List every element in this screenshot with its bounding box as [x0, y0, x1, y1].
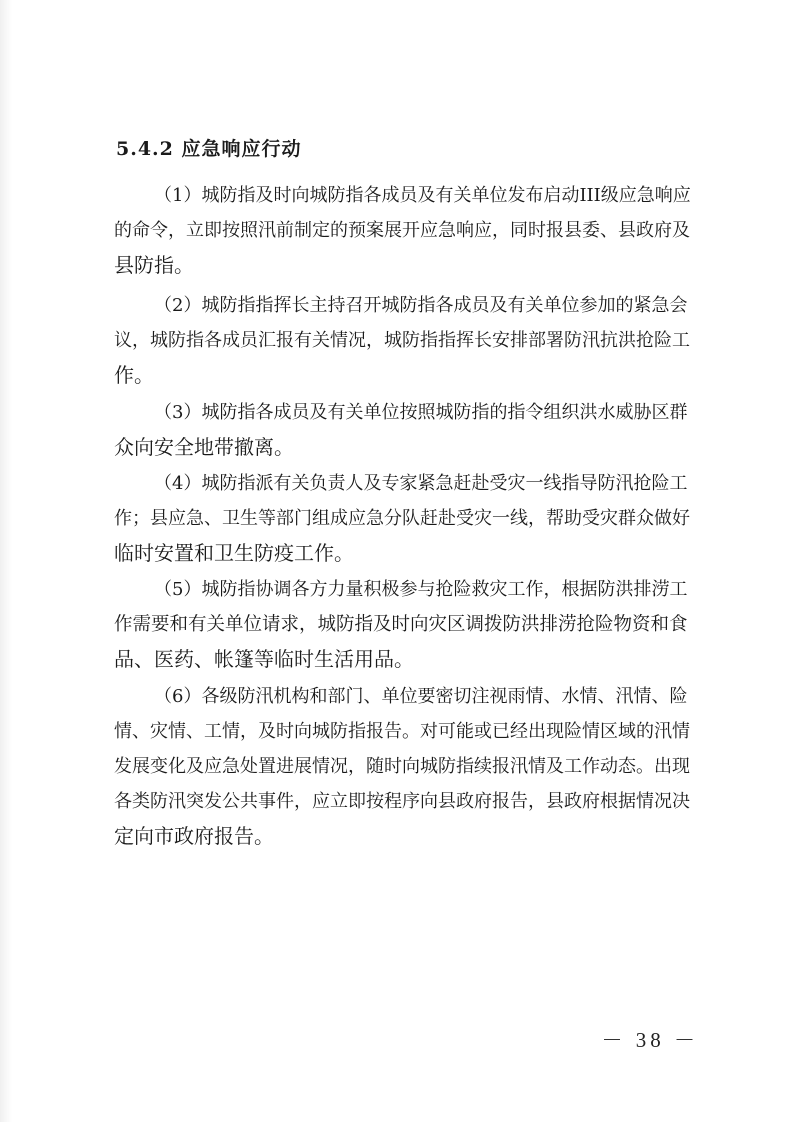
paragraph-line: 品、医药、帐篷等临时生活用品。: [114, 647, 414, 671]
paragraph-line: 的命令，立即按照汛前制定的预案展开应急响应，同时报县委、县政府及: [114, 220, 690, 241]
paragraph-line: （3）城防指各成员及有关单位按照城防指的指令组织洪水威胁区群: [154, 402, 688, 423]
paragraph-line: 作。: [114, 363, 154, 387]
paragraph-line: 各类防汛突发公共事件，应立即按程序向县政府报告，县政府根据情况决: [114, 791, 690, 812]
paragraph-line: 情、灾情、工情，及时向城防指报告。对可能或已经出现险情区域的汛情: [114, 721, 690, 742]
page-number: － 38 －: [601, 1028, 699, 1052]
paragraph-6: [114, 679, 699, 854]
paragraph-line: （5）城防指协调各方力量积极参与抢险救灾工作，根据防洪排涝工: [154, 579, 688, 600]
paragraph-line: 发展变化及应急处置进展情况，随时向城防指续报汛情及工作动态。出现: [114, 756, 690, 777]
paragraph-line: （2）城防指指挥长主持召开城防指各成员及有关单位参加的紧急会: [154, 295, 688, 316]
paragraph-line: 议，城防指各成员汇报有关情况，城防指指挥长安排部署防汛抗洪抢险工: [114, 330, 690, 351]
paragraph-line: 临时安置和卫生防疫工作。: [114, 541, 354, 565]
scan-edge-shadow: [0, 0, 12, 1122]
paragraph-line: （1）城防指及时向城防指各成员及有关单位发布启动III级应急响应: [154, 185, 691, 206]
paragraph-3: [114, 395, 699, 465]
paragraph-2: [114, 288, 699, 393]
paragraph-line: （6）各级防汛机构和部门、单位要密切注视雨情、水情、汛情、险: [154, 686, 688, 707]
paragraph-line: 作需要和有关单位请求，城防指及时向灾区调拨防洪排涝抢险物资和食: [114, 614, 688, 635]
paragraph-line: 县防指。: [114, 253, 194, 277]
paragraph-5: [114, 572, 699, 677]
paragraph-line: （4）城防指派有关负责人及专家紧急赶赴受灾一线指导防汛抢险工: [154, 473, 688, 494]
paragraph-line: 作；县应急、卫生等部门组成应急分队赶赴受灾一线，帮助受灾群众做好: [114, 508, 690, 529]
paragraph-line: 众向安全地带撤离。: [114, 435, 294, 459]
paragraph-line: 定向市政府报告。: [114, 824, 274, 848]
paragraph-4: [114, 466, 699, 571]
section-heading: 5.4.2 应急响应行动: [116, 138, 302, 160]
paragraph-1: [114, 178, 699, 283]
